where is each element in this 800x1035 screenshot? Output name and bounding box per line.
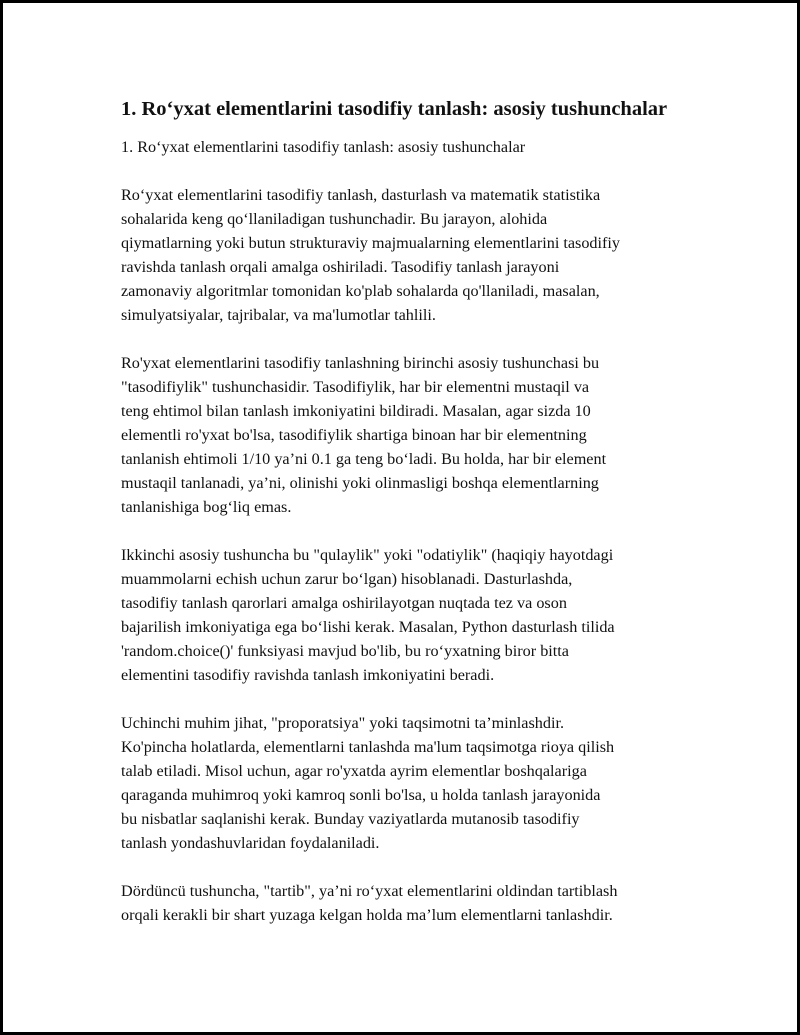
paragraph — [121, 351, 701, 519]
paragraph-line: sohalarida keng qo‘llaniladigan tushunchadir. Bu jarayon, alohida — [121, 210, 548, 228]
paragraph-line: tanlanishiga bog‘liq emas. — [121, 498, 292, 516]
document-subtitle: 1. Ro‘yxat elementlarini tasodifiy tanlash: asosiy tushunchalar — [121, 138, 526, 156]
paragraph-line: elementini tasodifiy ravishda tanlash imkoniyatini beradi. — [121, 666, 495, 684]
paragraph-line: orqali kerakli bir shart yuzaga kelgan holda ma’lum elementlarni tanlashdir. — [121, 906, 613, 924]
paragraph-line: Dördüncü tushuncha, "tartib", ya’ni ro‘yxat elementlarini oldindan tartiblash — [121, 882, 618, 900]
paragraph-line: bajarilish imkoniyatiga ega bo‘lishi kerak. Masalan, Python dasturlash tilida — [121, 618, 615, 636]
paragraph-line: zamonaviy algoritmlar tomonidan ko'plab sohalarda qo'llaniladi, masalan, — [121, 282, 600, 300]
paragraph-line: elementli ro'yxat bo'lsa, tasodifiylik shartiga binoan har bir elementning — [121, 426, 587, 444]
paragraph-list — [121, 183, 701, 927]
paragraph-line: tanlash yondashuvlaridan foydalaniladi. — [121, 834, 380, 852]
paragraph — [121, 183, 701, 327]
paragraph-line: "tasodifiylik" tushunchasidir. Tasodifiylik, har bir elementni mustaqil va — [121, 378, 590, 396]
paragraph-line: talab etiladi. Misol uchun, agar ro'yxatda ayrim elementlar boshqalariga — [121, 762, 587, 780]
paragraph-line: Ro‘yxat elementlarini tasodifiy tanlash, dasturlash va matematik statistika — [121, 186, 601, 204]
paragraph-line: tanlanish ehtimoli 1/10 ya’ni 0.1 ga teng bo‘ladi. Bu holda, har bir element — [121, 450, 607, 468]
document-body — [121, 96, 701, 951]
paragraph-line: qaraganda muhimroq yoki kamroq sonli bo'lsa, u holda tanlash jarayonida — [121, 786, 601, 804]
paragraph-line: ravishda tanlash orqali amalga oshiriladi. Tasodifiy tanlash jarayoni — [121, 258, 560, 276]
paragraph — [121, 711, 701, 855]
paragraph-line: qiymatlarning yoki butun strukturaviy majmualarning elementlarini tasodifiy — [121, 234, 621, 252]
paragraph-line: Uchinchi muhim jihat, "proporatsiya" yoki taqsimotni ta’minlashdir. — [121, 714, 565, 732]
document-title: 1. Ro‘yxat elementlarini tasodifiy tanlash: asosiy tushunchalar — [121, 98, 668, 120]
paragraph-line: Ro'yxat elementlarini tasodifiy tanlashning birinchi asosiy tushunchasi bu — [121, 354, 600, 372]
paragraph-line: tasodifiy tanlash qarorlari amalga oshirilayotgan nuqtada tez va oson — [121, 594, 567, 612]
paragraph — [121, 879, 701, 927]
paragraph-line: Ko'pincha holatlarda, elementlarni tanlashda ma'lum taqsimotga rioya qilish — [121, 738, 615, 756]
paragraph — [121, 543, 701, 687]
paragraph-line: simulyatsiyalar, tajribalar, va ma'lumotlar tahlili. — [121, 306, 436, 324]
paragraph-line: 'random.choice()' funksiyasi mavjud bo'lib, bu ro‘yxatning biror bitta — [121, 642, 569, 660]
paragraph-line: muammolarni echish uchun zarur bo‘lgan) hisoblanadi. Dasturlashda, — [121, 570, 573, 588]
paragraph-line: bu nisbatlar saqlanishi kerak. Bunday vaziyatlarda mutanosib tasodifiy — [121, 810, 580, 828]
paragraph-line: mustaqil tanlanadi, ya’ni, olinishi yoki olinmasligi boshqa elementlarning — [121, 474, 599, 492]
paragraph-line: teng ehtimol bilan tanlash imkoniyatini bildiradi. Masalan, agar sizda 10 — [121, 402, 591, 420]
paragraph-line: Ikkinchi asosiy tushuncha bu "qulaylik" yoki "odatiylik" (haqiqiy hayotdagi — [121, 546, 614, 564]
